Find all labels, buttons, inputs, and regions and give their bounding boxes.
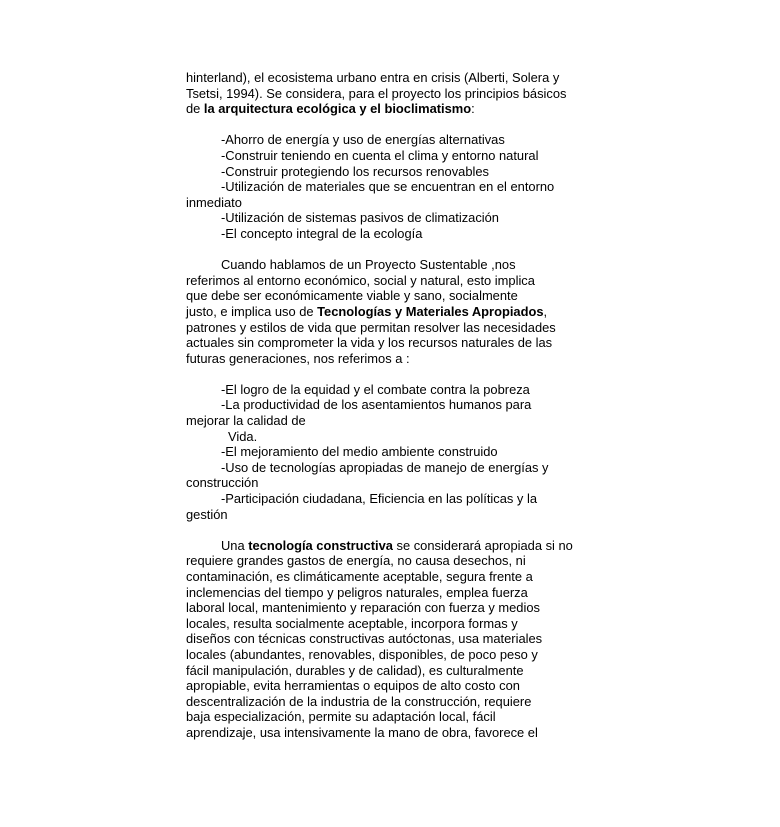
document-page [186, 70, 606, 741]
text-line: requiere grandes gastos de energía, no causa desechos, ni [186, 553, 526, 569]
list-item: -Utilización de materiales que se encuentran en el entorno [221, 179, 555, 195]
text-line: que debe ser económicamente viable y sano, socialmente [186, 288, 518, 304]
text-line: fácil manipulación, durables y de calidad), es culturalmente [186, 662, 524, 678]
paragraph-gap [186, 117, 606, 133]
list-item-continuation: inmediato [186, 194, 242, 210]
text-line: baja especialización, permite su adaptación local, fácil [186, 709, 496, 725]
paragraph-sustainable-project [186, 257, 606, 366]
text-line: patrones y estilos de vida que permitan resolver las necesidades [186, 319, 556, 335]
text-run: se considerará apropiada si no [392, 537, 573, 553]
paragraph-gap [186, 242, 606, 258]
text-line: locales, resulta socialmente aceptable, incorpora formas y [186, 615, 518, 631]
paragraph-gap [186, 522, 606, 538]
list-item: -Participación ciudadana, Eficiencia en las políticas y la [221, 491, 537, 507]
principles-list [186, 132, 606, 241]
text-line: Cuando hablamos de un Proyecto Sustentable ,nos [221, 257, 516, 273]
list-item: -Construir protegiendo los recursos renovables [221, 163, 489, 179]
bold-term: Tecnologías y Materiales Apropiados [317, 303, 544, 319]
text-line: apropiable, evita herramientas o equipos de alto costo con [186, 678, 520, 694]
text-line: contaminación, es climáticamente aceptable, segura frente a [186, 569, 533, 584]
list-item-continuation: mejorar la calidad de [186, 413, 306, 429]
list-item-continuation: Vida. [228, 428, 258, 444]
paragraph-constructive-technology [186, 538, 606, 741]
list-item: -Utilización de sistemas pasivos de climatización [221, 210, 499, 226]
list-item: -Uso de tecnologías apropiadas de manejo de energías y [221, 459, 549, 475]
text-line [186, 538, 606, 554]
goals-list [186, 382, 606, 522]
paragraph-gap [186, 366, 606, 382]
list-item: -El mejoramiento del medio ambiente construido [221, 444, 498, 460]
text-line [186, 101, 606, 117]
text-line: descentralización de la industria de la construcción, requiere [186, 693, 532, 709]
text-run: justo, e implica uso de [186, 303, 318, 319]
text-line: locales (abundantes, renovables, disponibles, de poco peso y [186, 646, 538, 662]
list-item: -La productividad de los asentamientos humanos para [221, 397, 532, 413]
text-line: hinterland), el ecosistema urbano entra en crisis (Alberti, Solera y [186, 70, 560, 85]
text-line: diseños con técnicas constructivas autóctonas, usa materiales [186, 631, 543, 647]
bold-term: tecnología constructiva [248, 537, 393, 553]
list-item: -El logro de la equidad y el combate contra la pobreza [221, 381, 530, 397]
paragraph-intro [186, 70, 606, 117]
bold-term: la arquitectura ecológica y el bioclimatismo [203, 101, 472, 117]
text-line: aprendizaje, usa intensivamente la mano de obra, favorece el [186, 724, 538, 740]
list-item: -Ahorro de energía y uso de energías alternativas [221, 132, 505, 148]
list-item: -Construir teniendo en cuenta el clima y entorno natural [221, 147, 539, 163]
text-run: Una [221, 537, 249, 553]
list-item-continuation: gestión [186, 506, 228, 522]
text-line: actuales sin comprometer la vida y los recursos naturales de las [186, 335, 553, 351]
list-item: -El concepto integral de la ecología [221, 225, 423, 241]
text-run: de [186, 101, 204, 117]
text-line: referimos al entorno económico, social y natural, esto implica [186, 272, 535, 288]
list-item-continuation: construcción [186, 475, 259, 491]
text-run: : [471, 101, 475, 117]
text-line [186, 304, 606, 320]
text-line: laboral local, mantenimiento y reparación con fuerza y medios [186, 600, 540, 616]
text-line: futuras generaciones, nos referimos a : [186, 350, 410, 366]
text-line: inclemencias del tiempo y peligros naturales, emplea fuerza [186, 584, 528, 600]
text-line: Tsetsi, 1994). Se considera, para el proyecto los principios básicos [186, 85, 567, 101]
text-run: , [543, 303, 548, 319]
